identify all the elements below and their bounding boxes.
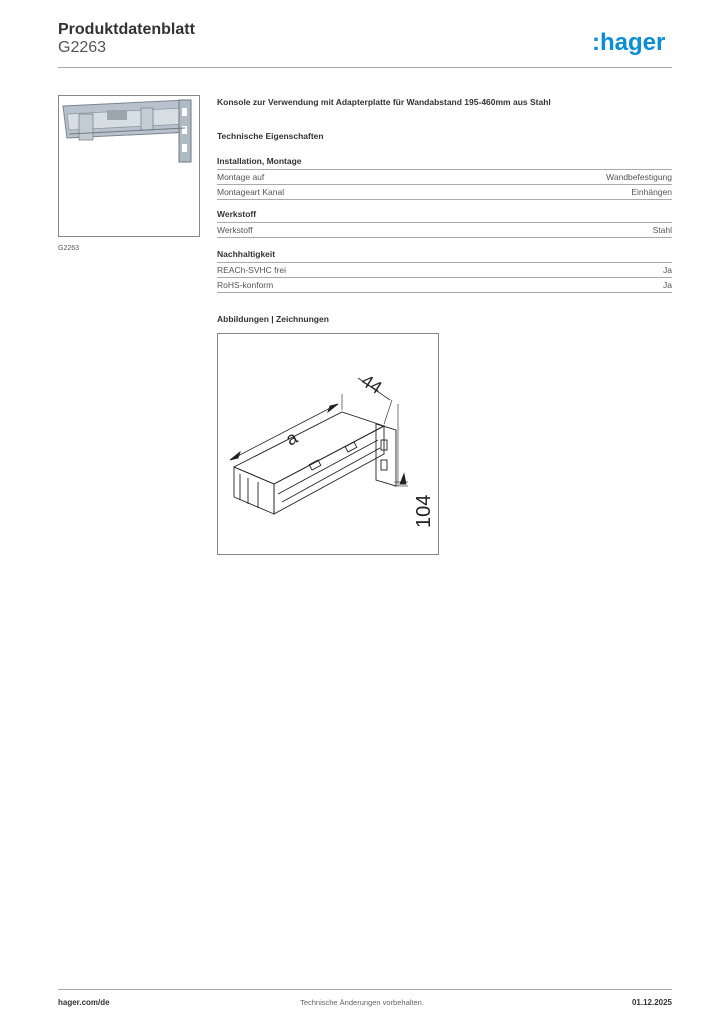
spec-label: Montage auf — [217, 172, 265, 182]
header-divider — [58, 67, 672, 68]
spec-value: Ja — [663, 265, 672, 275]
footer-divider — [58, 989, 672, 990]
photo-caption: G2263 — [58, 245, 80, 252]
product-description: Konsole zur Verwendung mit Adapterplatte für Wandabstand 195-460mm aus Stahl — [217, 97, 551, 107]
spec-section-title: Installation, Montage — [217, 156, 672, 170]
spec-label: Werkstoff — [217, 225, 253, 235]
spec-value: Wandbefestigung — [606, 172, 672, 182]
spec-value: Einhängen — [631, 187, 672, 197]
dimension-104: 104 — [413, 494, 435, 528]
spec-label: REACh-SVHC frei — [217, 265, 286, 275]
spec-value: Ja — [663, 280, 672, 290]
bracket-drawing-icon — [218, 334, 438, 554]
footer-note: Technische Änderungen vorbehalten. — [300, 998, 424, 1007]
spec-section-nachhaltigkeit — [217, 249, 672, 293]
spec-section-werkstoff — [217, 209, 672, 238]
spec-section-title: Nachhaltigkeit — [217, 249, 672, 263]
footer-website: hager.com/de — [58, 998, 110, 1007]
document-title: Produktdatenblatt — [58, 21, 195, 38]
bracket-photo-icon — [59, 96, 199, 236]
dimension-44: 44 — [357, 370, 386, 399]
specs-heading: Technische Eigenschaften — [217, 131, 324, 141]
spec-row — [217, 185, 672, 200]
spec-section-installation — [217, 156, 672, 200]
spec-section-title: Werkstoff — [217, 209, 672, 223]
hager-logo — [592, 28, 672, 58]
spec-row — [217, 223, 672, 238]
technical-drawing — [217, 333, 439, 555]
spec-label: RoHS-konform — [217, 280, 274, 290]
spec-row — [217, 278, 672, 293]
spec-row — [217, 263, 672, 278]
dimension-a: a — [282, 427, 301, 450]
logo-text: :hager — [592, 29, 666, 56]
product-number: G2263 — [58, 39, 107, 56]
spec-value: Stahl — [652, 225, 672, 235]
spec-row — [217, 170, 672, 185]
product-photo — [58, 95, 200, 237]
spec-label: Montageart Kanal — [217, 187, 285, 197]
figures-heading: Abbildungen | Zeichnungen — [217, 314, 329, 324]
footer-date: 01.12.2025 — [631, 998, 672, 1007]
